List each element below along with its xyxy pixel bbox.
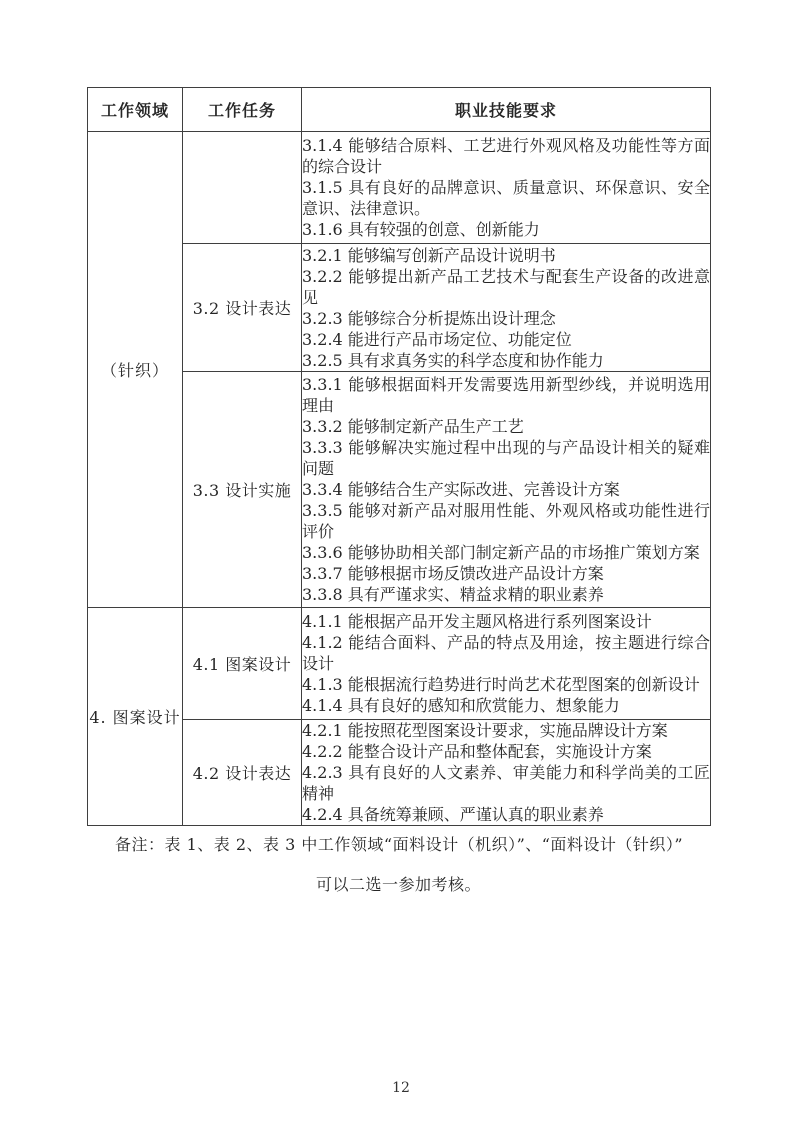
requirement-item: 3.3.6 能够协助相关部门制定新产品的市场推广策划方案 xyxy=(302,543,700,562)
requirements-cell-3-1 xyxy=(302,132,711,244)
requirement-item: 4.1.3 能根据流行趋势进行时尚艺术花型图案的创新设计 xyxy=(302,675,700,694)
requirement-item: 3.3.1 能够根据面料开发需要选用新型纱线，并说明选用理由 xyxy=(302,375,710,415)
task-cell-4-1: 4.1 图案设计 xyxy=(183,608,302,720)
requirement-item: 3.1.4 能够结合原料、工艺进行外观风格及功能性等方面的综合设计 xyxy=(302,136,710,176)
requirement-item: 3.2.5 具有求真务实的科学态度和协作能力 xyxy=(302,350,604,370)
requirement-item: 4.2.2 能整合设计产品和整体配套，实施设计方案 xyxy=(302,742,652,761)
footnote-line-1: 备注：表 1、表 2、表 3 中工作领域“面料设计（机织）”、“面料设计（针织）” xyxy=(115,835,684,854)
requirement-item: 3.2.3 能够综合分析提炼出设计理念 xyxy=(302,308,556,328)
requirement-item: 3.1.5 具有良好的品牌意识、质量意识、环保意识、安全意识、法律意识。 xyxy=(302,178,710,218)
requirement-item: 4.2.3 具有良好的人文素养、审美能力和科学尚美的工匠精神 xyxy=(302,763,710,803)
requirement-item: 4.1.4 具有良好的感知和欣赏能力、想象能力 xyxy=(302,696,620,715)
requirements-cell-3-3 xyxy=(302,372,711,608)
requirement-item: 3.3.5 能够对新产品对服用性能、外观风格或功能性进行评价 xyxy=(302,501,710,541)
requirement-item: 4.1.1 能根据产品开发主题风格进行系列图案设计 xyxy=(302,612,652,631)
requirements-cell-4-1 xyxy=(302,608,711,720)
header-cell-work-task: 工作任务 xyxy=(183,88,302,132)
table-row xyxy=(88,608,711,720)
requirement-item: 3.3.8 具有严谨求实、精益求精的职业素养 xyxy=(302,585,604,604)
skills-requirements-table xyxy=(87,87,711,826)
requirement-item: 3.2.4 能进行产品市场定位、功能定位 xyxy=(302,329,572,349)
header-cell-work-area: 工作领域 xyxy=(88,88,183,132)
requirement-item: 3.3.2 能够制定新产品生产工艺 xyxy=(302,417,524,436)
requirement-item: 4.2.4 具备统筹兼顾、严谨认真的职业素养 xyxy=(302,805,604,824)
requirement-item: 3.1.6 具有较强的创意、创新能力 xyxy=(302,220,540,239)
table-header-row xyxy=(88,88,711,132)
requirement-item: 3.2.1 能够编写创新产品设计说明书 xyxy=(302,245,556,265)
requirement-item: 3.3.4 能够结合生产实际改进、完善设计方案 xyxy=(302,480,620,499)
task-cell-empty xyxy=(183,132,302,244)
requirement-item: 3.2.2 能够提出新产品工艺技术与配套生产设备的改进意见 xyxy=(302,266,710,307)
page-number: 12 xyxy=(392,1080,410,1096)
requirements-cell-4-2 xyxy=(302,720,711,826)
work-area-knitting-cell: （针织） xyxy=(88,132,183,608)
table-row xyxy=(88,132,711,244)
header-cell-skill-requirements: 职业技能要求 xyxy=(302,88,711,132)
requirement-item: 3.3.7 能够根据市场反馈改进产品设计方案 xyxy=(302,564,604,583)
task-cell-3-2: 3.2 设计表达 xyxy=(183,244,302,372)
requirement-item: 4.1.2 能结合面料、产品的特点及用途，按主题进行综合设计 xyxy=(302,633,710,673)
task-cell-3-3: 3.3 设计实施 xyxy=(183,372,302,608)
task-cell-4-2: 4.2 设计表达 xyxy=(183,720,302,826)
requirements-cell-3-2 xyxy=(302,244,711,372)
requirement-item: 3.3.3 能够解决实施过程中出现的与产品设计相关的疑难问题 xyxy=(302,438,710,478)
footnote-line-2: 可以二选一参加考核。 xyxy=(315,875,481,894)
footnote xyxy=(87,833,710,897)
work-area-pattern-design-cell: 4. 图案设计 xyxy=(88,608,183,826)
requirement-item: 4.2.1 能按照花型图案设计要求，实施品牌设计方案 xyxy=(302,721,668,740)
